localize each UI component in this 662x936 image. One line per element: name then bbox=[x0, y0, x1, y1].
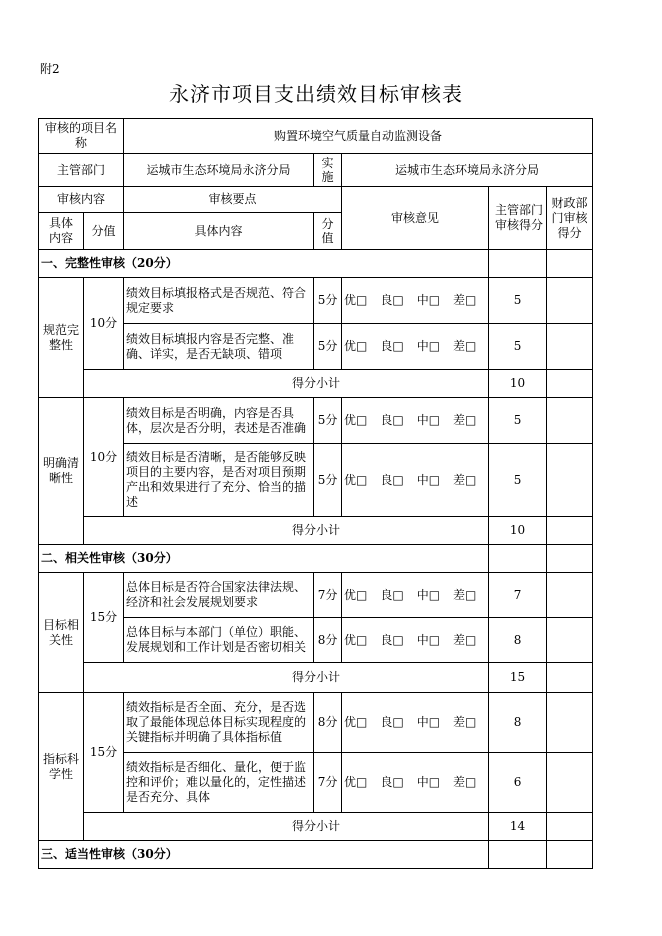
item-score: 7分 bbox=[314, 753, 342, 813]
option-fair[interactable]: 中□ bbox=[416, 775, 441, 789]
finance-score[interactable] bbox=[547, 813, 593, 841]
group-score: 10分 bbox=[84, 278, 124, 370]
option-good[interactable]: 良□ bbox=[380, 293, 404, 307]
option-excellent[interactable]: 优□ bbox=[344, 293, 368, 307]
item-score: 5分 bbox=[314, 398, 342, 444]
option-good[interactable]: 良□ bbox=[380, 413, 404, 427]
section-title: 二、相关性审核（30分） bbox=[39, 545, 489, 573]
subtotal-value: 14 bbox=[489, 813, 547, 841]
subtotal-value: 10 bbox=[489, 517, 547, 545]
dept-score-header: 主管部门审核得分 bbox=[489, 187, 547, 250]
group-score: 15分 bbox=[84, 573, 124, 663]
finance-score[interactable] bbox=[547, 398, 593, 444]
rating-options[interactable] bbox=[342, 324, 489, 370]
project-name-value: 购置环境空气质量自动监测设备 bbox=[124, 119, 593, 154]
item-score: 5分 bbox=[314, 444, 342, 517]
option-fair[interactable]: 中□ bbox=[416, 293, 441, 307]
item-row bbox=[39, 398, 593, 444]
option-poor[interactable]: 差□ bbox=[453, 632, 477, 647]
rating-options[interactable] bbox=[342, 693, 489, 753]
option-fair[interactable]: 中□ bbox=[416, 587, 441, 602]
option-good[interactable]: 良□ bbox=[380, 775, 404, 789]
dept-score: 7 bbox=[489, 573, 547, 618]
empty-cell bbox=[489, 250, 547, 278]
section-row bbox=[39, 841, 593, 869]
item-text: 绩效目标是否清晰，是否能够反映项目的主要内容，是否对项目预期产出和效果进行了充分、恰当的描述 bbox=[124, 444, 314, 517]
group-name: 明确清晰性 bbox=[39, 398, 84, 545]
empty-cell bbox=[489, 545, 547, 573]
option-excellent[interactable]: 优□ bbox=[344, 472, 368, 487]
dept-label: 主管部门 bbox=[39, 154, 124, 187]
page-title: 永济市项目支出绩效目标审核表 bbox=[169, 82, 463, 106]
option-fair[interactable]: 中□ bbox=[416, 472, 441, 487]
finance-score[interactable] bbox=[547, 517, 593, 545]
dept-score: 8 bbox=[489, 618, 547, 663]
finance-score[interactable] bbox=[547, 324, 593, 370]
subtotal-value: 15 bbox=[489, 663, 547, 693]
item-score: 7分 bbox=[314, 573, 342, 618]
option-excellent[interactable]: 优□ bbox=[344, 775, 368, 789]
points-score-header: 分值 bbox=[314, 213, 342, 250]
option-good[interactable]: 良□ bbox=[380, 472, 404, 487]
option-good[interactable]: 良□ bbox=[380, 632, 404, 647]
item-text: 绩效目标填报格式是否规范、符合规定要求 bbox=[124, 278, 314, 324]
option-excellent[interactable]: 优□ bbox=[344, 632, 368, 647]
project-name-row bbox=[39, 119, 593, 154]
item-text: 绩效目标是否明确，内容是否具体，层次是否分明，表述是否准确 bbox=[124, 398, 314, 444]
rating-options[interactable] bbox=[342, 753, 489, 813]
option-fair[interactable]: 中□ bbox=[416, 632, 441, 647]
dept-score: 5 bbox=[489, 398, 547, 444]
impl-label: 实施 bbox=[314, 154, 342, 187]
option-excellent[interactable]: 优□ bbox=[344, 413, 368, 427]
option-good[interactable]: 良□ bbox=[380, 339, 404, 353]
option-excellent[interactable]: 优□ bbox=[344, 587, 368, 602]
option-fair[interactable]: 中□ bbox=[416, 413, 441, 427]
subtotal-row bbox=[39, 663, 593, 693]
option-poor[interactable]: 差□ bbox=[453, 775, 477, 789]
group-name: 目标相关性 bbox=[39, 573, 84, 693]
section-title: 一、完整性审核（20分） bbox=[39, 250, 489, 278]
impl-value: 运城市生态环境局永济分局 bbox=[342, 154, 593, 187]
option-poor[interactable]: 差□ bbox=[453, 339, 477, 353]
dept-score: 5 bbox=[489, 278, 547, 324]
dept-score: 6 bbox=[489, 753, 547, 813]
group-name: 规范完整性 bbox=[39, 278, 84, 398]
empty-cell bbox=[547, 250, 593, 278]
item-score: 8分 bbox=[314, 693, 342, 753]
item-score: 5分 bbox=[314, 324, 342, 370]
dept-row bbox=[39, 154, 593, 187]
section-title: 三、适当性审核（30分） bbox=[39, 841, 489, 869]
item-text: 总体目标与本部门（单位）职能、发展规划和工作计划是否密切相关 bbox=[124, 618, 314, 663]
group-name: 指标科学性 bbox=[39, 693, 84, 841]
rating-options[interactable] bbox=[342, 398, 489, 444]
option-poor[interactable]: 差□ bbox=[453, 715, 477, 729]
rating-options[interactable] bbox=[342, 278, 489, 324]
finance-score[interactable] bbox=[547, 444, 593, 517]
finance-score-header: 财政部门审核得分 bbox=[547, 187, 593, 250]
finance-score[interactable] bbox=[547, 693, 593, 753]
empty-cell bbox=[547, 545, 593, 573]
finance-score[interactable] bbox=[547, 573, 593, 618]
group-score: 15分 bbox=[84, 693, 124, 813]
rating-options[interactable] bbox=[342, 573, 489, 618]
dept-score: 5 bbox=[489, 444, 547, 517]
column-header-row-1 bbox=[39, 187, 593, 213]
empty-cell bbox=[489, 841, 547, 869]
review-content-header: 审核内容 bbox=[39, 187, 124, 213]
item-row bbox=[39, 693, 593, 753]
option-excellent[interactable]: 优□ bbox=[344, 715, 368, 729]
item-text: 绩效指标是否全面、充分，是否选取了最能体现总体目标实现程度的关键指标并明确了具体指标值 bbox=[124, 693, 314, 753]
subtotal-row bbox=[39, 517, 593, 545]
review-table bbox=[38, 118, 593, 869]
item-text: 总体目标是否符合国家法律法规、经济和社会发展规划要求 bbox=[124, 573, 314, 618]
score-value-header: 分值 bbox=[84, 213, 124, 250]
section-row bbox=[39, 545, 593, 573]
subtotal-row bbox=[39, 813, 593, 841]
option-poor[interactable]: 差□ bbox=[453, 413, 477, 427]
option-poor[interactable]: 差□ bbox=[453, 587, 477, 602]
item-row bbox=[39, 573, 593, 618]
option-good[interactable]: 良□ bbox=[380, 715, 404, 729]
item-text: 绩效目标填报内容是否完整、准确、详实，是否无缺项、错项 bbox=[124, 324, 314, 370]
item-text: 绩效指标是否细化、量化，便于监控和评价；难以量化的，定性描述是否充分、具体 bbox=[124, 753, 314, 813]
option-fair[interactable]: 中□ bbox=[416, 715, 441, 729]
subtotal-label: 得分小计 bbox=[84, 663, 489, 693]
subtotal-label: 得分小计 bbox=[84, 813, 489, 841]
item-score: 5分 bbox=[314, 278, 342, 324]
option-fair[interactable]: 中□ bbox=[416, 339, 441, 353]
empty-cell bbox=[547, 841, 593, 869]
dept-score: 5 bbox=[489, 324, 547, 370]
dept-score: 8 bbox=[489, 693, 547, 753]
review-points-header: 审核要点 bbox=[124, 187, 342, 213]
finance-score[interactable] bbox=[547, 753, 593, 813]
subtotal-row bbox=[39, 370, 593, 398]
finance-score[interactable] bbox=[547, 278, 593, 324]
detail-header: 具体内容 bbox=[39, 213, 84, 250]
subtotal-value: 10 bbox=[489, 370, 547, 398]
dept-value: 运城市生态环境局永济分局 bbox=[124, 154, 314, 187]
rating-options[interactable] bbox=[342, 618, 489, 663]
subtotal-label: 得分小计 bbox=[84, 517, 489, 545]
option-good[interactable]: 良□ bbox=[380, 587, 404, 602]
finance-score[interactable] bbox=[547, 618, 593, 663]
attachment-label: 附2 bbox=[40, 62, 60, 76]
points-detail-header: 具体内容 bbox=[124, 213, 314, 250]
item-row bbox=[39, 278, 593, 324]
rating-options[interactable] bbox=[342, 444, 489, 517]
project-name-label: 审核的项目名称 bbox=[39, 119, 124, 154]
option-poor[interactable]: 差□ bbox=[453, 472, 477, 487]
option-poor[interactable]: 差□ bbox=[453, 293, 477, 307]
review-opinion-header: 审核意见 bbox=[342, 187, 489, 250]
group-score: 10分 bbox=[84, 398, 124, 517]
section-row bbox=[39, 250, 593, 278]
option-excellent[interactable]: 优□ bbox=[344, 339, 368, 353]
finance-score[interactable] bbox=[547, 663, 593, 693]
finance-score[interactable] bbox=[547, 370, 593, 398]
subtotal-label: 得分小计 bbox=[84, 370, 489, 398]
item-score: 8分 bbox=[314, 618, 342, 663]
